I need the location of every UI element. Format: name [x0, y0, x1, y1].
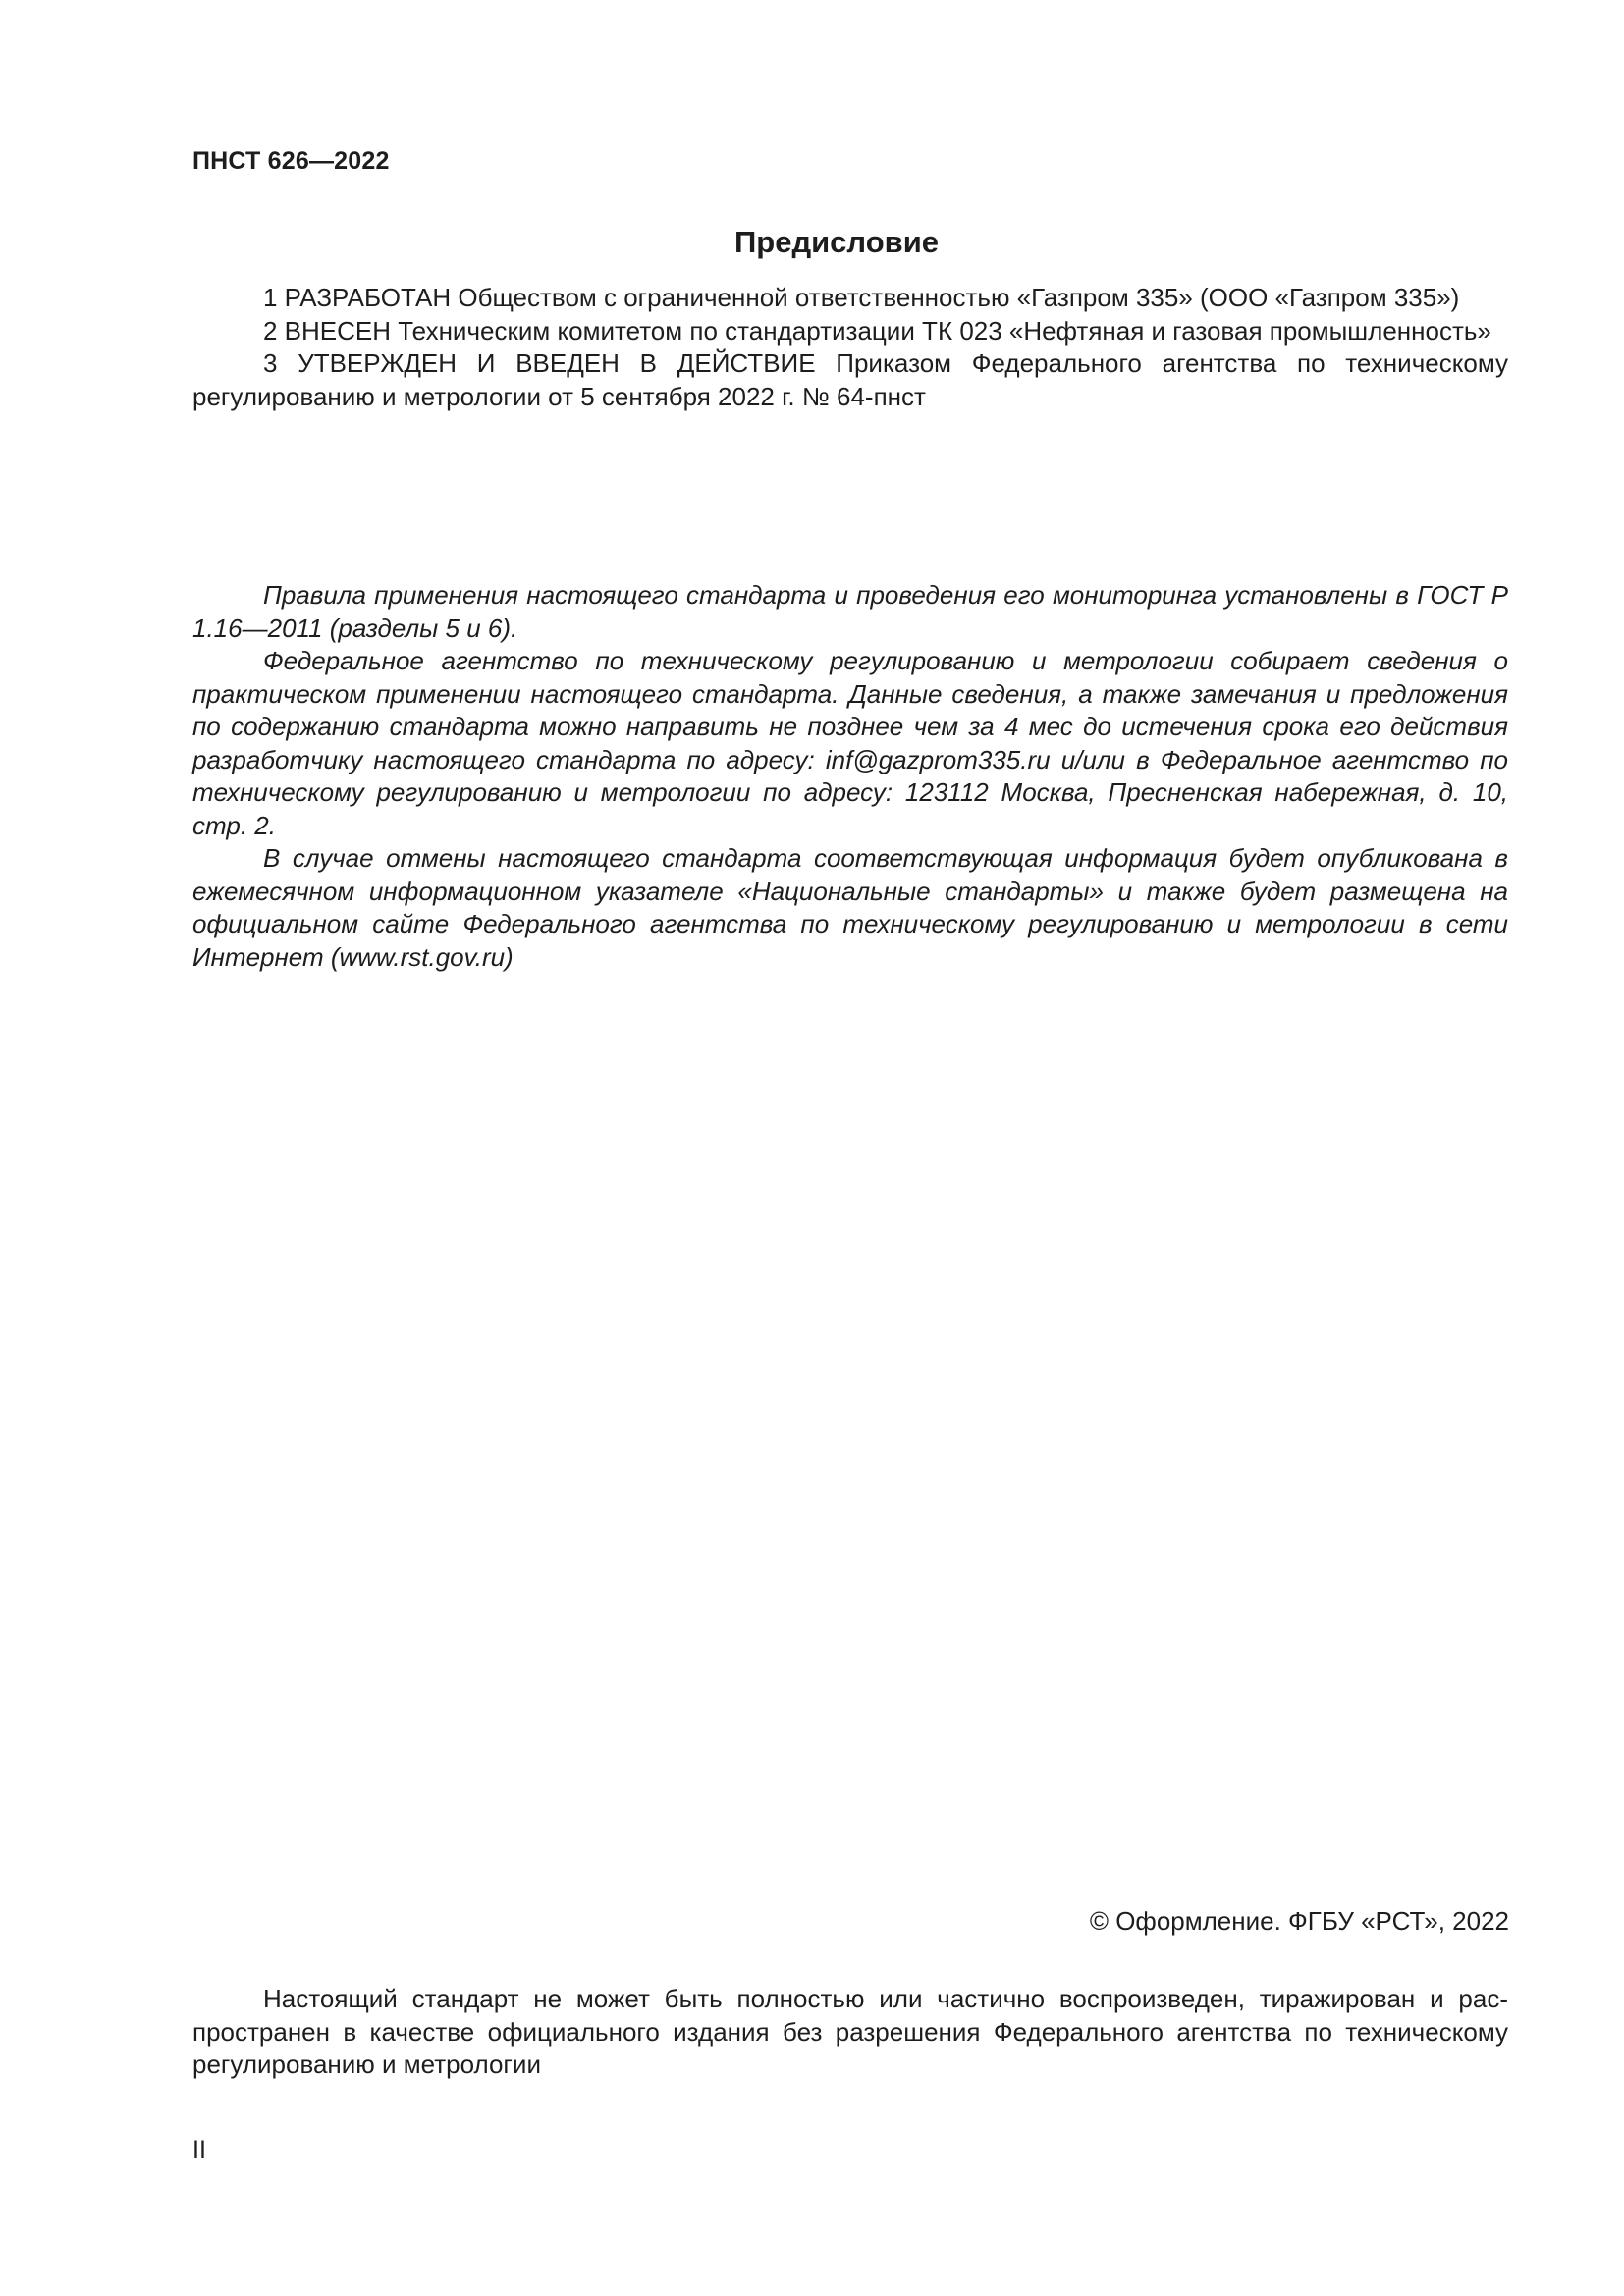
info-section — [192, 579, 1508, 974]
info-paragraph-feedback: Федеральное агентство по техническому регулированию и метрологии собирает сведения о практическом применении настоящего стандарта. Данные сведения, а также замечания и предложения по содержанию стандарта можно направить не позднее чем за 4 мес до истечения срока его действия разработчику настоящего стандарта по адресу: inf@gazprom335.ru и/или в Федеральное агентство по техническому регулированию и метрологии по адресу: 123112 Москва, Пресненская набережная, д. 10, стр. 2. — [192, 646, 1508, 840]
foreword-section — [192, 282, 1508, 413]
info-paragraph-cancellation: В случае отмены настоящего стандарта соответствующая информация будет опубликована в ежемесячном информационном указателе «Национальные стандарты» и также будет размещена на официальном сайте Федерального агентства по техническому регулированию и метрологии в сети Интернет (www.rst.gov.ru) — [192, 843, 1508, 972]
copyright-line: © Оформление. ФГБУ «РСТ», 2022 — [1089, 1906, 1509, 1936]
foreword-item-developed: 1 РАЗРАБОТАН Обществом с ограниченной ответственностью «Газпром 335» (ООО «Газпром 335») — [263, 283, 1460, 312]
page-number: II — [192, 2136, 206, 2163]
reproduction-notice — [192, 1983, 1508, 2082]
info-paragraph-rules: Правила применения настоящего стандарта и проведения его мониторинга установлены в ГОСТ Р 1.16—2011 (разделы 5 и 6). — [192, 580, 1508, 643]
notice-paragraph: Настоящий стандарт не может быть полностью или частично воспроизведен, тиражирован и распространен в качестве официального издания без разрешения Федерального агентства по техническому регулированию и метрологии — [192, 1984, 1508, 2079]
document-code: ПНСТ 626—2022 — [192, 147, 390, 175]
foreword-item-approved: 3 УТВЕРЖДЕН И ВВЕДЕН В ДЕЙСТВИЕ Приказом Федерального агентства по техническому регулированию и метрологии от 5 сентября 2022 г. № 64-пнст — [192, 348, 1508, 411]
page-title: Предисловие — [733, 225, 939, 259]
foreword-item-introduced: 2 ВНЕСЕН Техническим комитетом по стандартизации ТК 023 «Нефтяная и газовая промышленность» — [263, 315, 1491, 346]
